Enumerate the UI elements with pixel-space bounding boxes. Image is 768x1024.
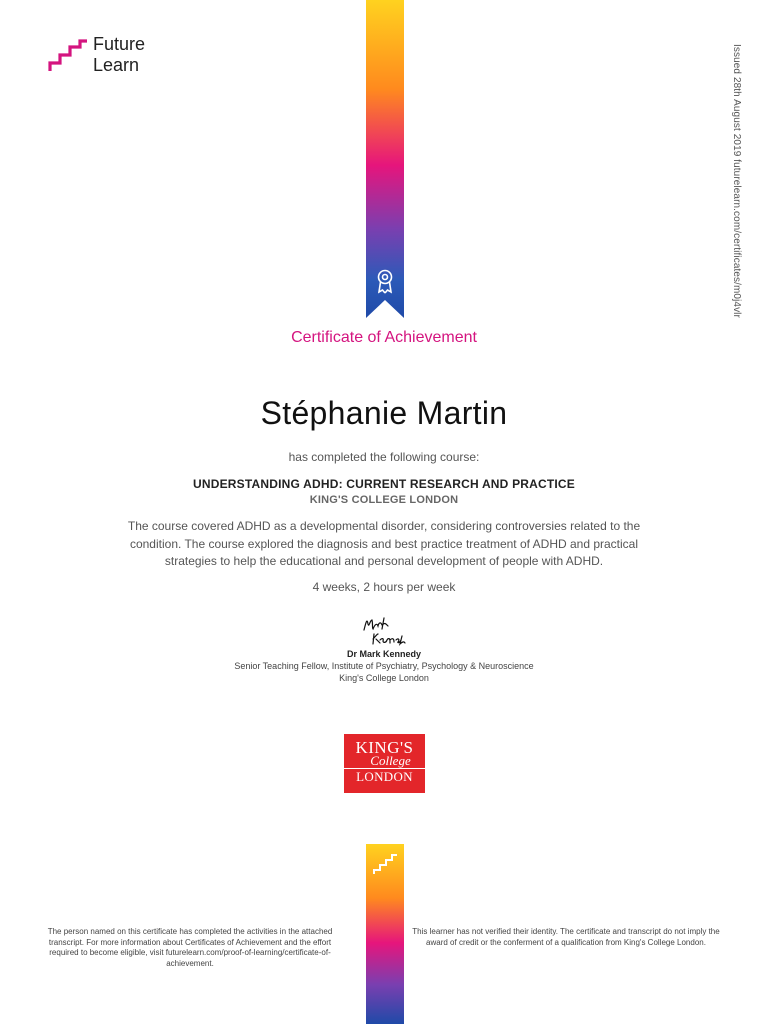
course-title: UNDERSTANDING ADHD: CURRENT RESEARCH AND PRACTICE [192, 477, 576, 491]
stairs-icon [48, 38, 88, 72]
course-description: The course covered ADHD as a developmental disorder, considering controversies related to the condition. The course explored the diagnosis and best practice treatment of ADHD and practical strategies to help the educational and personal development of people with ADHD. [127, 519, 641, 568]
logo-line-1: Future [93, 34, 146, 54]
certificate-title: Certificate of Achievement [291, 329, 477, 346]
futurelearn-logo [48, 34, 168, 78]
logo-college: College [370, 753, 411, 768]
kings-college-logo [344, 734, 425, 793]
logo-london: LONDON [344, 768, 425, 785]
bottom-ribbon [366, 844, 404, 1024]
signatory-name: Dr Mark Kennedy [346, 649, 422, 659]
footer-right-note: This learner has not verified their identity. The certificate and transcript do not imply the award of credit or the conferment of a qualification from King's College London. [412, 927, 720, 947]
course-duration: 4 weeks, 2 hours per week [312, 580, 456, 594]
signatory-organization: King's College London [339, 673, 429, 683]
institution-name: KING'S COLLEGE LONDON [309, 494, 459, 506]
issue-info: Issued 28th August 2019 futurelearn.com/certificates/m0j4vlr [731, 44, 742, 318]
logo-line-2: Learn [93, 55, 140, 75]
recipient-name: Stéphanie Martin [260, 395, 508, 431]
logo-kings: KING'S [355, 738, 414, 757]
footer-left-note: The person named on this certificate has completed the activities in the attached transcript. For more information about Certificates of Achievement and the effort required to become eligible, visit futurelearn.com/proof-of-learning/certificate-of-achievement. [47, 927, 333, 968]
signatory-title: Senior Teaching Fellow, Institute of Psychiatry, Psychology & Neuroscience [234, 661, 534, 671]
top-ribbon [366, 0, 404, 318]
completed-text: has completed the following course: [288, 450, 480, 464]
logo-text [93, 34, 145, 76]
signature [360, 612, 408, 646]
